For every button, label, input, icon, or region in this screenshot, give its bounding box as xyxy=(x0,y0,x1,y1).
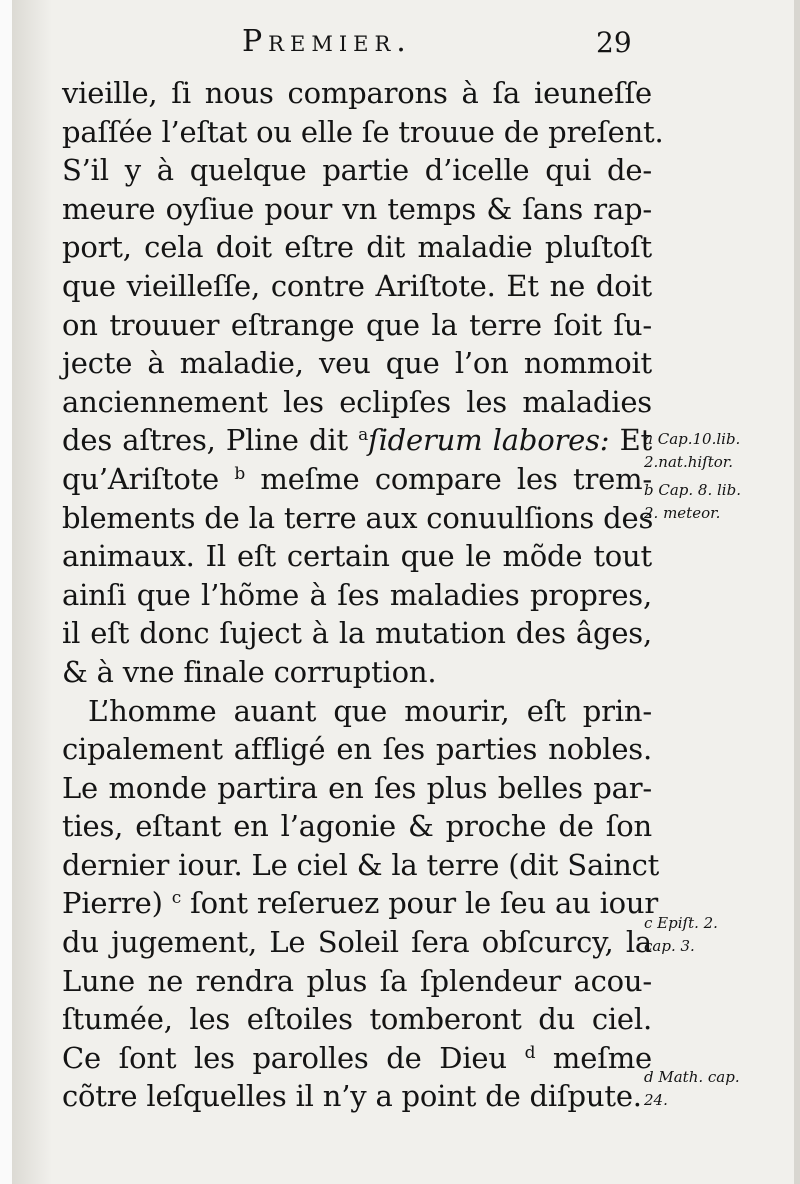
margin-note: c Epiſt. 2. xyxy=(644,914,718,932)
text-line: animaux. Il eſt certain que le mõde tout xyxy=(62,539,652,574)
text-line: Le monde partira en ſes plus belles par- xyxy=(62,770,652,805)
text-segment: Et xyxy=(609,423,652,458)
text-line: & à vne finale corruption. xyxy=(62,654,437,689)
text-line: ainſi que l’hõme à ſes maladies propres, xyxy=(62,577,652,612)
text-line: il eſt donc ſuject à la mutation des âges, xyxy=(62,616,652,651)
text-line: S’il y à quelque partie d’icelle qui de- xyxy=(62,153,652,188)
margin-note: 24. xyxy=(644,1091,668,1109)
margin-note: 2. meteor. xyxy=(644,504,721,522)
text-line: paſſée l’eſtat ou elle ſe trouue de preſent. xyxy=(62,114,664,149)
text-line: ſtumée, les eſtoiles tomberont du ciel. xyxy=(62,1002,652,1037)
text-segment: meſme compare les trem- xyxy=(245,461,652,496)
footnote-marker: d xyxy=(524,1042,536,1063)
text-segment: ſont reſeruez pour le ſeu au iour xyxy=(181,886,659,921)
footnote-marker: a xyxy=(358,425,369,446)
margin-note: 2.nat.hiſtor. xyxy=(644,453,734,471)
margin-notes xyxy=(12,0,800,1184)
text-segment: Pierre) xyxy=(62,886,172,921)
text-line: blements de la terre aux conuulſions des xyxy=(62,500,654,535)
text-line: dernier iour. Le ciel & la terre (dit Sainct xyxy=(62,847,660,882)
text-line: vieille, ſi nous comparons à ſa ieuneſſe xyxy=(62,76,652,110)
text-line: que vieilleſſe, contre Ariſtote. Et ne doit xyxy=(62,268,652,303)
running-title: Premier. xyxy=(242,24,412,59)
text-line: cõtre leſquelles il n’y a point de diſpute. xyxy=(62,1079,642,1114)
text-line: cipalement affligé en ſes parties nobles. xyxy=(62,732,652,767)
text-segment: des aſtres, Pline dit xyxy=(62,423,359,458)
text-line: jecte à maladie, veu que l’on nommoit xyxy=(62,346,652,381)
italic-quote: ſiderum labores: xyxy=(368,423,610,458)
text-line: du jugement, Le Soleil ſera obſcurcy, la xyxy=(62,925,652,960)
text-line: Lune ne rendra plus ſa ſplendeur acou- xyxy=(62,963,652,998)
margin-note: a Cap.10.lib. xyxy=(644,430,741,448)
text-segment: qu’Ariſtote xyxy=(62,461,235,496)
text-line: port, cela doit eſtre dit maladie pluſtoſt xyxy=(62,230,652,265)
margin-note: cap. 3. xyxy=(644,937,695,955)
footnote-marker: c xyxy=(171,888,182,909)
text-line: ties, eſtant en l’agonie & proche de ſon xyxy=(62,809,652,844)
text-line: L’homme auant que mourir, eſt prin- xyxy=(88,693,652,728)
footnote-marker: b xyxy=(234,463,246,484)
margin-note: d Math. cap. xyxy=(644,1068,740,1086)
text-line: anciennement les eclipſes les maladies xyxy=(62,384,652,419)
margin-note: b Cap. 8. lib. xyxy=(644,481,741,499)
text-segment: Ce ſont les parolles de Dieu xyxy=(62,1040,525,1075)
text-line: on trouuer eſtrange que la terre ſoit ſu- xyxy=(62,307,652,342)
page-number: 29 xyxy=(596,26,632,59)
text-segment: meſme xyxy=(535,1040,652,1075)
text-line: meure oyſiue pour vn temps & ſans rap- xyxy=(62,191,652,226)
